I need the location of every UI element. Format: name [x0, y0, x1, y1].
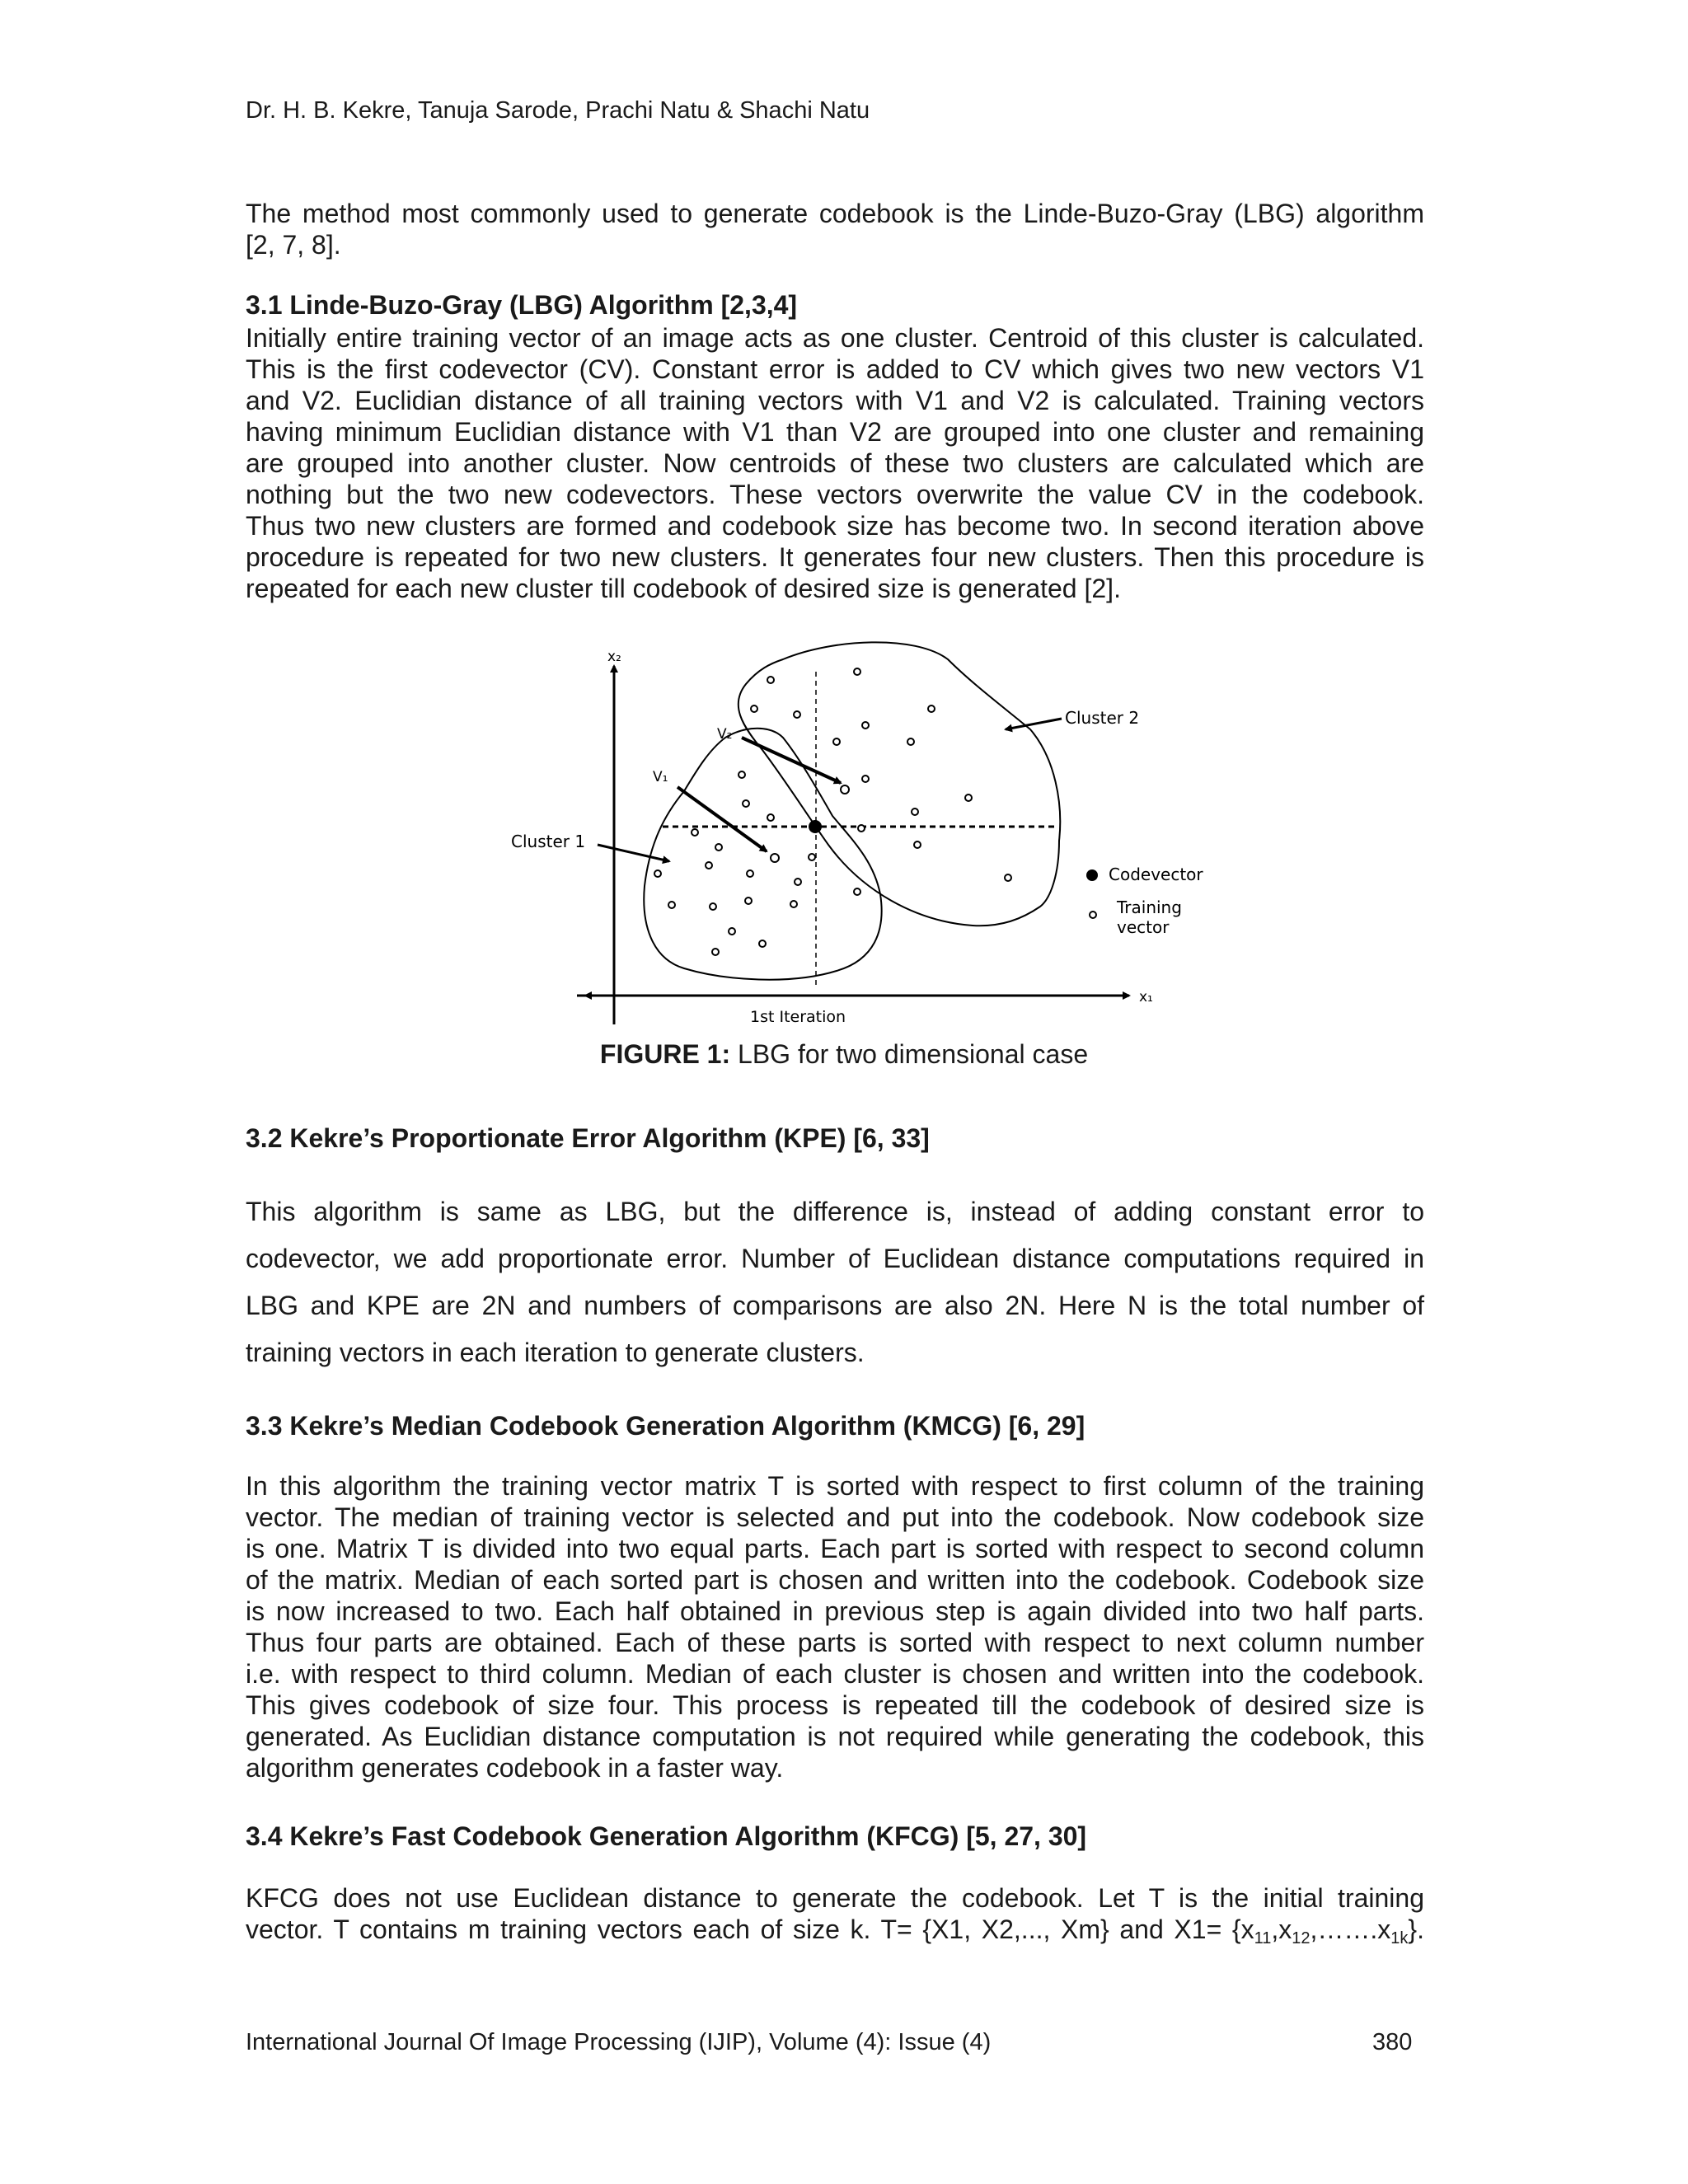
training-point [912, 808, 918, 815]
lbg-figure [495, 635, 1236, 1038]
text-line: nothing but the two new codevectors. These vectors overwrite the value CV in the codebook. [246, 480, 1424, 509]
training-point [965, 794, 972, 801]
training-point [743, 800, 749, 807]
cluster-2-boundary [738, 642, 1060, 926]
figure-caption [0, 1039, 1688, 1070]
legend-training-label-1: Training [1117, 898, 1182, 917]
section-heading-3-1: 3.1 Linde-Buzo-Gray (LBG) Algorithm [2,3,4] [246, 290, 798, 320]
caption-label: FIGURE 1: [599, 1039, 731, 1069]
training-point [747, 870, 753, 877]
running-header: Dr. H. B. Kekre, Tanuja Sarode, Prachi Natu & Shachi Natu [246, 97, 870, 124]
subscript: 1k [1390, 1929, 1409, 1947]
training-point [854, 668, 860, 675]
legend-codevector-marker [1086, 869, 1098, 881]
text-line: of the matrix. Median of each sorted part is chosen and written into the codebook. Codebook size [246, 1565, 1424, 1595]
training-point [1005, 874, 1011, 881]
intro-paragraph [246, 198, 1424, 260]
text-line [246, 1914, 1424, 1945]
section-3-1-paragraph [246, 322, 1424, 604]
caption-text: LBG for two dimensional case [730, 1039, 1089, 1069]
training-point [854, 888, 860, 895]
text-line: The method most commonly used to generate codebook is the Linde-Buzo-Gray (LBG) algorithm [246, 199, 1424, 228]
training-point [795, 879, 801, 885]
text-line: Thus four parts are obtained. Each of these parts is sorted with respect to next column number [246, 1628, 1424, 1657]
cluster-1-arrow [598, 845, 669, 861]
text-line: procedure is repeated for two new clusters. It generates four new clusters. Then this procedure is [246, 542, 1424, 572]
training-point [715, 844, 722, 851]
training-point [862, 776, 869, 782]
text-line: vector. The median of training vector is selected and put into the codebook. Now codebook size [246, 1502, 1424, 1532]
training-point [751, 705, 757, 712]
training-point [738, 771, 745, 778]
text-line: repeated for each new cluster till codebook of desired size is generated [2]. [246, 574, 1121, 603]
training-point [858, 825, 865, 832]
training-point [759, 940, 766, 947]
cluster-1-label: Cluster 1 [511, 832, 586, 851]
subscript: 12 [1292, 1929, 1311, 1947]
text-line: is one. Matrix T is divided into two equal parts. Each part is sorted with respect to second column [246, 1534, 1424, 1563]
text-line: are grouped into another cluster. Now centroids of these two clusters are calculated which are [246, 448, 1424, 478]
text-line: Initially entire training vector of an image acts as one cluster. Centroid of this cluster is calculated. [246, 323, 1424, 353]
text-line: i.e. with respect to third column. Median of each cluster is chosen and written into the codebook. [246, 1659, 1424, 1689]
section-3-3-paragraph [246, 1470, 1424, 1783]
footer-page-number: 380 [1372, 2029, 1413, 2055]
training-point [654, 870, 661, 877]
training-point [710, 903, 716, 910]
training-point [907, 738, 914, 745]
training-point [692, 829, 698, 836]
x-axis-label: x₁ [1139, 989, 1153, 1005]
text-line: having minimum Euclidian distance with V1 than V2 are grouped into one cluster and remaining [246, 417, 1424, 447]
training-point [928, 705, 935, 712]
section-heading-3-4: 3.4 Kekre’s Fast Codebook Generation Algorithm (KFCG) [5, 27, 30] [246, 1821, 1087, 1851]
iteration-label: 1st Iteration [750, 1008, 846, 1026]
text-line: LBG and KPE are 2N and numbers of comparisons are also 2N. Here N is the total number of [246, 1291, 1424, 1320]
line-text: vector. T contains m training vectors each of size k. T= {X1, X2,..., Xm} and X1= {x [246, 1915, 1254, 1944]
footer-journal: International Journal Of Image Processing (IJIP), Volume (4): Issue (4) [246, 2029, 992, 2055]
training-point [833, 738, 840, 745]
v1-label: V₁ [653, 769, 668, 785]
training-point [790, 901, 797, 907]
v2-label: V₂ [717, 726, 733, 743]
y-axis-label: x₂ [607, 649, 621, 665]
training-point [706, 862, 712, 869]
text-line: This gives codebook of size four. This process is repeated till the codebook of desired size is [246, 1690, 1424, 1720]
training-point [729, 928, 735, 935]
line-end: }. [1408, 1915, 1424, 1944]
text-line: In this algorithm the training vector matrix T is sorted with respect to first column of the training [246, 1471, 1424, 1501]
separator: ,…….x [1310, 1915, 1391, 1944]
section-heading-3-3: 3.3 Kekre’s Median Codebook Generation Algorithm (KMCG) [6, 29] [246, 1411, 1085, 1441]
text-line: [2, 7, 8]. [246, 230, 341, 260]
text-line: algorithm generates codebook in a faster way. [246, 1753, 784, 1783]
codevector-point [809, 820, 822, 833]
training-point [767, 677, 774, 683]
text-line: Thus two new clusters are formed and codebook size has become two. In second iteration above [246, 511, 1424, 541]
v2-point [841, 785, 849, 794]
training-point [745, 898, 752, 904]
section-heading-3-2: 3.2 Kekre’s Proportionate Error Algorithm (KPE) [6, 33] [246, 1123, 930, 1153]
training-point [862, 722, 869, 729]
text-line: This is the first codevector (CV). Constant error is added to CV which gives two new vectors V1 [246, 354, 1424, 384]
training-point [914, 841, 921, 848]
cluster-2-arrow [1006, 719, 1062, 729]
text-line: generated. As Euclidian distance computation is not required while generating the codebook, this [246, 1722, 1424, 1751]
text-line: KFCG does not use Euclidean distance to generate the codebook. Let T is the initial training [246, 1883, 1424, 1913]
text-line: and V2. Euclidian distance of all training vectors with V1 and V2 is calculated. Training vectors [246, 386, 1424, 415]
training-point [712, 949, 719, 955]
text-line: is now increased to two. Each half obtained in previous step is again divided into two half parts. [246, 1596, 1424, 1626]
legend-training-label-2: vector [1117, 917, 1170, 937]
legend-codevector-label: Codevector [1109, 865, 1203, 884]
text-line: codevector, we add proportionate error. Number of Euclidean distance computations required in [246, 1244, 1424, 1273]
legend-training-marker [1090, 912, 1096, 918]
section-3-2-paragraph [246, 1188, 1424, 1376]
training-point [668, 902, 675, 908]
v1-point [771, 854, 779, 862]
training-point [767, 814, 774, 821]
training-point [809, 854, 815, 860]
training-point [794, 711, 800, 718]
v2-arrow [742, 738, 841, 783]
text-line: This algorithm is same as LBG, but the difference is, instead of adding constant error to [246, 1197, 1424, 1226]
section-3-4-paragraph [246, 1882, 1424, 1945]
text-line: training vectors in each iteration to generate clusters. [246, 1338, 865, 1367]
cluster-2-label: Cluster 2 [1065, 708, 1140, 728]
v1-arrow [678, 787, 767, 851]
subscript: 11 [1254, 1929, 1272, 1947]
separator: ,x [1271, 1915, 1292, 1944]
